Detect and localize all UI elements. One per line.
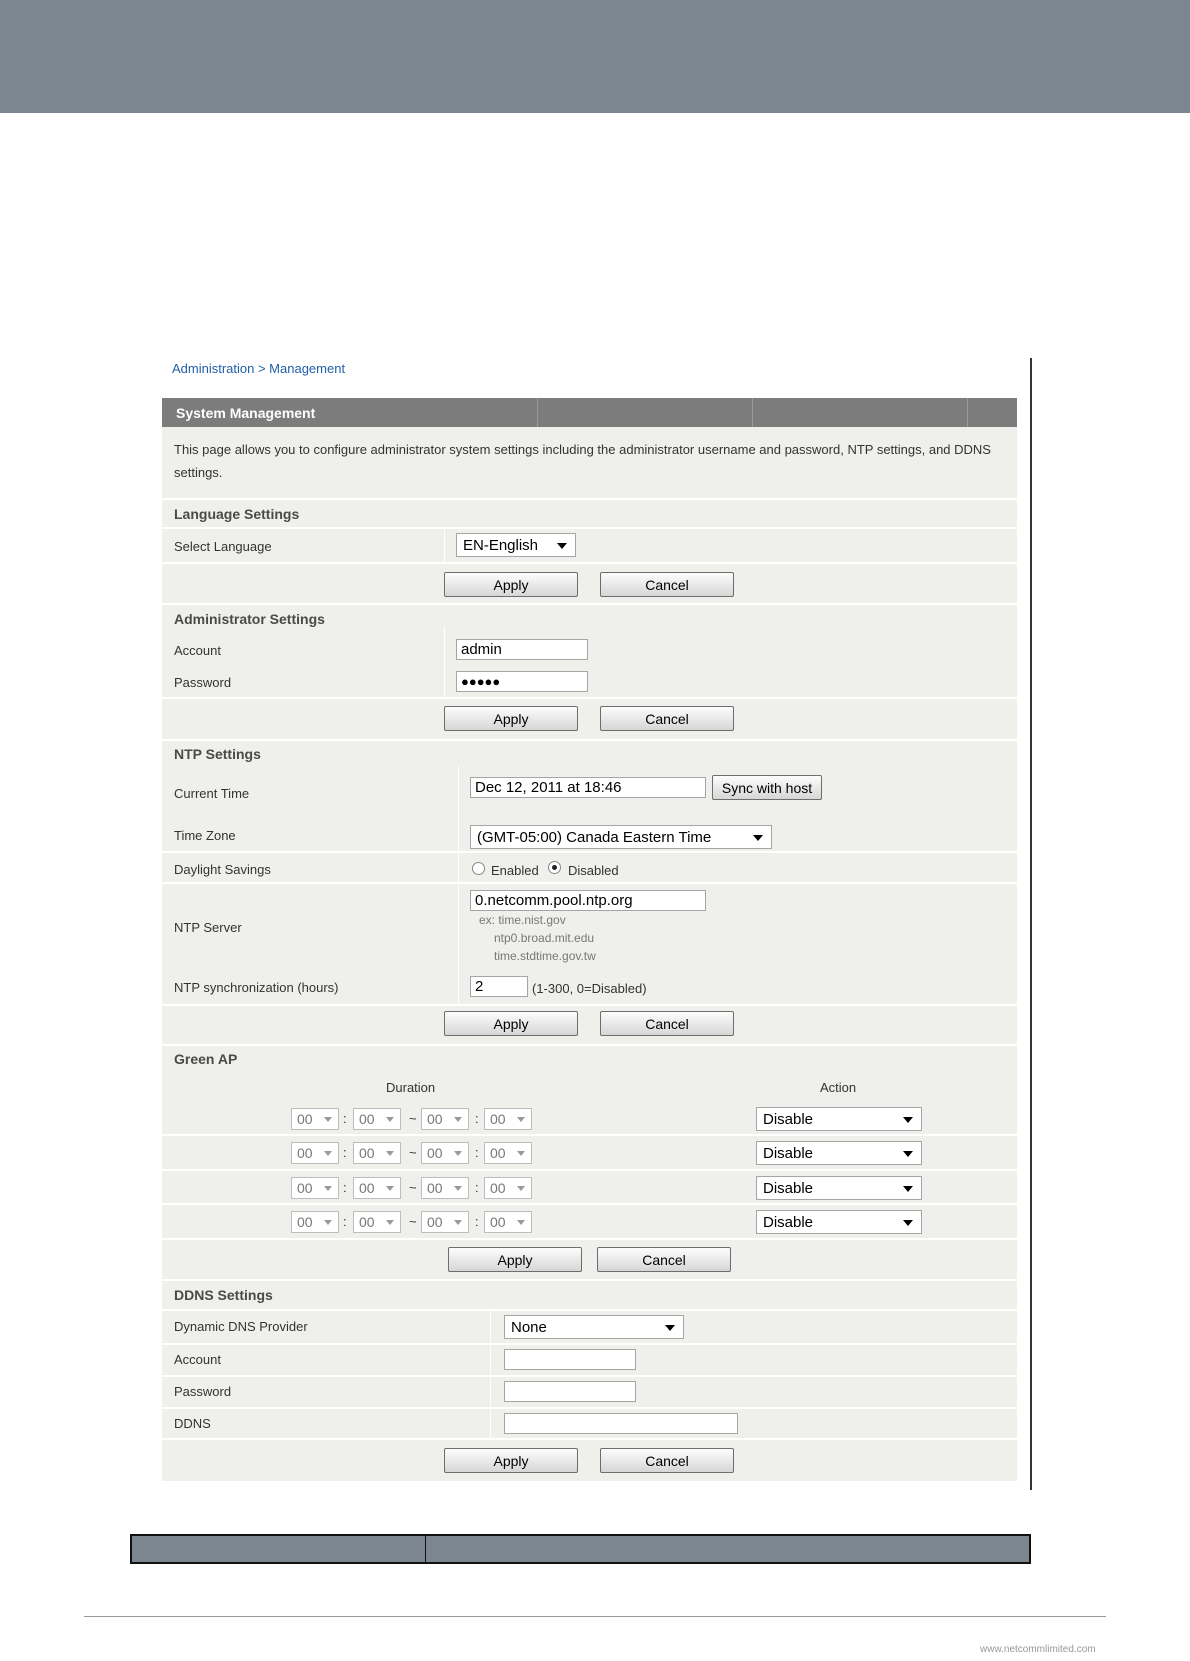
chevron-down-icon (386, 1220, 394, 1225)
ddns-password-input[interactable] (504, 1381, 636, 1402)
time-select-h2[interactable] (421, 1211, 469, 1233)
ddns-provider-select[interactable] (504, 1315, 684, 1339)
action-select-value: Disable (763, 1111, 814, 1128)
green-ap-section-title: Green AP (174, 1051, 238, 1067)
green-ap-action-select[interactable] (756, 1210, 922, 1234)
time-select-h2[interactable] (421, 1177, 469, 1199)
time-separator: : (475, 1214, 479, 1229)
ddns-account-label: Account (174, 1352, 221, 1367)
time-select-value: 00 (427, 1111, 443, 1127)
chevron-down-icon (454, 1220, 462, 1225)
chevron-down-icon (517, 1151, 525, 1156)
admin-account-input[interactable] (456, 639, 588, 660)
chevron-down-icon (454, 1117, 462, 1122)
admin-password-input[interactable]: ●●●●● (456, 671, 588, 692)
action-select-value: Disable (763, 1145, 814, 1162)
green-ap-cancel-button[interactable]: Cancel (597, 1247, 731, 1272)
page-divider (1030, 358, 1032, 1490)
current-time-label: Current Time (174, 786, 250, 801)
chevron-down-icon (753, 835, 763, 841)
time-separator: : (475, 1145, 479, 1160)
chevron-down-icon (324, 1186, 332, 1191)
time-select-value: 00 (490, 1214, 506, 1230)
chevron-down-icon (517, 1220, 525, 1225)
row-divider (162, 1375, 1017, 1377)
time-select-value: 00 (359, 1111, 375, 1127)
time-separator: ~ (409, 1180, 417, 1195)
ntp-apply-button[interactable]: Apply (444, 1011, 578, 1036)
top-banner (0, 0, 1190, 113)
row-divider (162, 1004, 1017, 1006)
chevron-down-icon (903, 1151, 913, 1157)
language-apply-button[interactable]: Apply (444, 572, 578, 597)
ddns-label: DDNS (174, 1416, 211, 1431)
table-column-divider (425, 1536, 426, 1562)
ntp-server-example: time.stdtime.gov.tw (494, 949, 596, 963)
panel-header (162, 398, 1017, 427)
current-time-input[interactable] (470, 777, 706, 798)
chevron-down-icon (903, 1186, 913, 1192)
time-select-value: 00 (297, 1111, 313, 1127)
row-divider (162, 1279, 1017, 1281)
time-select-m2[interactable] (484, 1211, 532, 1233)
select-language-label: Select Language (174, 539, 272, 554)
row-divider (162, 1438, 1017, 1440)
ddns-section-title: DDNS Settings (174, 1287, 273, 1303)
time-separator: ~ (409, 1214, 417, 1229)
time-separator: : (343, 1145, 347, 1160)
ntp-section-title: NTP Settings (174, 746, 261, 762)
header-divider (752, 398, 753, 427)
ddns-password-label: Password (174, 1384, 232, 1399)
column-divider (490, 1309, 491, 1438)
time-select-value: 00 (297, 1214, 313, 1230)
time-select-value: 00 (359, 1214, 375, 1230)
chevron-down-icon (665, 1325, 675, 1331)
time-select-m2[interactable] (484, 1142, 532, 1164)
row-divider (162, 1169, 1017, 1171)
chevron-down-icon (903, 1117, 913, 1123)
ntp-sync-hours-input[interactable] (470, 976, 528, 997)
row-divider (162, 1343, 1017, 1345)
header-divider (967, 398, 968, 427)
sync-with-host-button[interactable]: Sync with host (712, 775, 822, 800)
chevron-down-icon (324, 1117, 332, 1122)
green-ap-apply-button[interactable]: Apply (448, 1247, 582, 1272)
chevron-down-icon (454, 1186, 462, 1191)
time-select-m2[interactable] (484, 1177, 532, 1199)
daylight-enabled-radio[interactable] (472, 862, 485, 875)
ntp-server-label: NTP Server (174, 920, 242, 935)
time-select-h2[interactable] (421, 1142, 469, 1164)
page-description: This page allows you to configure administrator system settings including the administrator username and password, NTP settings, and DDNS settings. (174, 442, 991, 480)
time-select-value: 00 (359, 1180, 375, 1196)
row-divider (162, 603, 1017, 605)
language-cancel-button[interactable]: Cancel (600, 572, 734, 597)
admin-section-title: Administrator Settings (174, 611, 325, 627)
time-select-value: 00 (490, 1180, 506, 1196)
chevron-down-icon (517, 1186, 525, 1191)
time-select-m1[interactable] (353, 1108, 401, 1130)
row-divider (162, 697, 1017, 699)
time-separator: ~ (409, 1145, 417, 1160)
time-select-value: 00 (490, 1145, 506, 1161)
time-zone-select[interactable] (470, 825, 772, 849)
time-separator: : (475, 1180, 479, 1195)
ntp-sync-hint: (1-300, 0=Disabled) (532, 981, 647, 996)
chevron-down-icon (557, 543, 567, 549)
admin-cancel-button[interactable]: Cancel (600, 706, 734, 731)
ddns-account-input[interactable] (504, 1349, 636, 1370)
header-divider (537, 398, 538, 427)
daylight-disabled-radio[interactable] (548, 861, 561, 874)
time-select-value: 00 (359, 1145, 375, 1161)
time-select-h2[interactable] (421, 1108, 469, 1130)
time-select-value: 00 (490, 1111, 506, 1127)
panel-title: System Management (176, 405, 316, 421)
chevron-down-icon (386, 1117, 394, 1122)
time-separator: : (475, 1111, 479, 1126)
daylight-disabled-label: Disabled (568, 863, 619, 878)
time-select-h1[interactable] (291, 1177, 339, 1199)
chevron-down-icon (386, 1186, 394, 1191)
ddns-provider-label: Dynamic DNS Provider (174, 1319, 308, 1334)
daylight-savings-label: Daylight Savings (174, 862, 271, 877)
language-section-title: Language Settings (174, 506, 300, 522)
time-select-m1[interactable] (353, 1142, 401, 1164)
column-divider (458, 766, 459, 1004)
time-select-h1[interactable] (291, 1108, 339, 1130)
footer-url[interactable]: www.netcommlimited.com (980, 1644, 1096, 1655)
time-separator: ~ (409, 1111, 417, 1126)
row-divider (162, 1134, 1017, 1136)
green-ap-action-select[interactable] (756, 1176, 922, 1200)
ddns-apply-button[interactable]: Apply (444, 1448, 578, 1473)
ddns-hostname-input[interactable] (504, 1413, 738, 1434)
time-select-value: 00 (297, 1145, 313, 1161)
language-select[interactable] (456, 533, 576, 557)
ntp-server-example: ntp0.broad.mit.edu (494, 931, 595, 945)
ntp-server-example: ex: time.nist.gov (479, 913, 566, 927)
daylight-enabled-label: Enabled (491, 863, 539, 878)
time-zone-label: Time Zone (174, 828, 236, 843)
row-divider (162, 498, 1017, 500)
admin-account-label: Account (174, 643, 221, 658)
time-zone-value: (GMT-05:00) Canada Eastern Time (477, 829, 712, 846)
chevron-down-icon (386, 1151, 394, 1156)
row-divider (162, 527, 1017, 529)
footer-divider (84, 1616, 1106, 1617)
time-select-value: 00 (427, 1145, 443, 1161)
row-divider (162, 1238, 1017, 1240)
row-divider (162, 1309, 1017, 1311)
action-header: Action (820, 1080, 857, 1095)
duration-header: Duration (386, 1080, 436, 1095)
row-divider (162, 1044, 1017, 1046)
bottom-table-header (130, 1534, 1031, 1564)
row-divider (162, 1407, 1017, 1409)
time-separator: : (343, 1214, 347, 1229)
time-select-m1[interactable] (353, 1211, 401, 1233)
chevron-down-icon (517, 1117, 525, 1122)
chevron-down-icon (324, 1220, 332, 1225)
action-select-value: Disable (763, 1180, 814, 1197)
chevron-down-icon (903, 1220, 913, 1226)
row-divider (162, 882, 1017, 884)
column-divider (444, 527, 445, 562)
time-separator: : (343, 1111, 347, 1126)
breadcrumb[interactable]: Administration > Management (172, 361, 346, 376)
row-divider (162, 851, 1017, 853)
ntp-sync-label: NTP synchronization (hours) (174, 980, 339, 995)
ddns-provider-value: None (511, 1319, 547, 1336)
ntp-server-input[interactable] (470, 890, 706, 911)
row-divider (162, 739, 1017, 741)
time-select-m2[interactable] (484, 1108, 532, 1130)
column-divider (444, 626, 445, 697)
chevron-down-icon (324, 1151, 332, 1156)
row-divider (162, 562, 1017, 564)
ddns-cancel-button[interactable]: Cancel (600, 1448, 734, 1473)
language-select-value: EN-English (463, 537, 539, 554)
green-ap-action-select[interactable] (756, 1141, 922, 1165)
time-select-h1[interactable] (291, 1211, 339, 1233)
time-select-h1[interactable] (291, 1142, 339, 1164)
time-select-value: 00 (427, 1180, 443, 1196)
row-divider (162, 1203, 1017, 1205)
time-select-m1[interactable] (353, 1177, 401, 1199)
time-select-value: 00 (427, 1214, 443, 1230)
time-separator: : (343, 1180, 347, 1195)
admin-password-label: Password (174, 675, 232, 690)
chevron-down-icon (454, 1151, 462, 1156)
admin-apply-button[interactable]: Apply (444, 706, 578, 731)
green-ap-action-select[interactable] (756, 1107, 922, 1131)
ntp-cancel-button[interactable]: Cancel (600, 1011, 734, 1036)
action-select-value: Disable (763, 1214, 814, 1231)
time-select-value: 00 (297, 1180, 313, 1196)
